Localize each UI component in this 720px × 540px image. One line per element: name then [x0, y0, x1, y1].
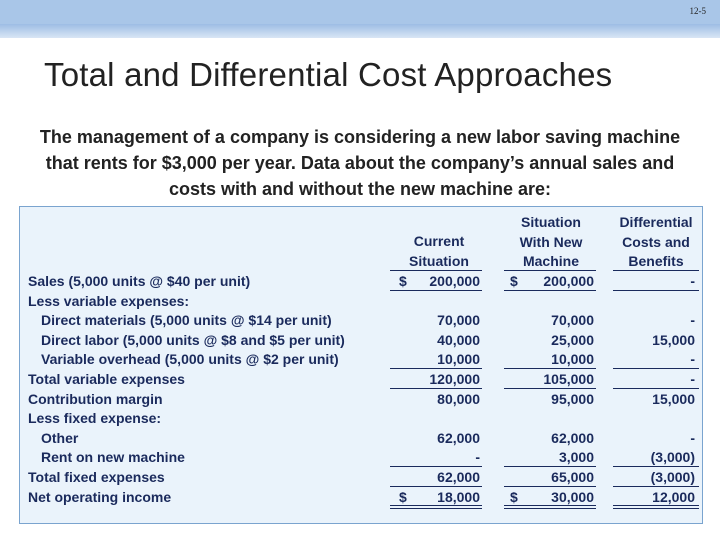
header-differential	[605, 213, 707, 272]
table-row	[20, 467, 704, 487]
header-current	[388, 232, 490, 271]
row-label: Direct labor (5,000 units @ $8 and $5 per unit)	[41, 331, 345, 348]
table-row	[20, 349, 704, 369]
differential-value: -	[690, 351, 695, 368]
new-value: 65,000	[551, 469, 594, 485]
current-dollar-sign: $	[399, 488, 407, 505]
table-row	[20, 330, 704, 350]
current-value: -	[475, 449, 480, 466]
new-dollar-sign: $	[510, 488, 518, 505]
differential-value: (3,000)	[650, 449, 695, 466]
row-label: Total fixed expenses	[28, 469, 165, 485]
header-new-line-3: Machine	[522, 253, 579, 269]
page-number: 12-5	[689, 6, 706, 16]
new-value: 10,000	[551, 351, 594, 368]
row-label: Direct materials (5,000 units @ $14 per unit)	[41, 312, 332, 329]
table-rule	[504, 466, 596, 467]
header-diff-line-1: Differential	[619, 214, 693, 230]
table-rule	[390, 466, 482, 467]
table-row	[20, 428, 704, 448]
differential-value: -	[690, 429, 695, 446]
differential-value: -	[690, 273, 695, 289]
new-value: 62,000	[551, 429, 594, 446]
table-rule	[390, 290, 482, 291]
differential-value: 15,000	[652, 331, 695, 348]
new-value: 3,000	[558, 449, 594, 466]
table-rule	[613, 388, 699, 389]
intro-paragraph: The management of a company is considering a new labor saving machine that rents for $3,000 per year. Data about the company’s annual sales and costs with and without the new machine are:	[39, 127, 681, 199]
table-row	[20, 310, 704, 330]
row-label: Total variable expenses	[28, 371, 185, 387]
table-rule	[390, 486, 482, 487]
current-value: 70,000	[437, 312, 480, 329]
new-value: 30,000	[551, 488, 594, 505]
table-rule	[613, 466, 699, 467]
current-value: 62,000	[437, 469, 480, 485]
table-rule	[504, 486, 596, 487]
new-value: 95,000	[551, 390, 594, 407]
row-label: Variable overhead (5,000 units @ $2 per unit)	[41, 351, 339, 368]
table-row	[20, 447, 704, 467]
table-row	[20, 487, 704, 507]
differential-value: (3,000)	[650, 469, 695, 485]
new-value: 70,000	[551, 312, 594, 329]
header-diff-line-3: Benefits	[628, 253, 684, 269]
current-value: 10,000	[437, 351, 480, 368]
table-rule	[504, 290, 596, 291]
row-label: Other	[41, 429, 79, 446]
table-rule	[390, 388, 482, 389]
new-value: 25,000	[551, 331, 594, 348]
current-value: 80,000	[437, 390, 480, 407]
new-value: 200,000	[543, 273, 594, 289]
table-rule	[390, 508, 482, 509]
table-row	[20, 291, 704, 311]
table-rule	[613, 290, 699, 291]
row-label: Sales (5,000 units @ $40 per unit)	[28, 273, 251, 289]
header-new-line-1: Situation	[521, 214, 581, 230]
row-label: Less fixed expense:	[28, 410, 162, 427]
table-rule	[613, 368, 699, 369]
table-rule	[504, 388, 596, 389]
table-row	[20, 271, 704, 291]
row-label: Rent on new machine	[41, 449, 185, 466]
slide-title: Total and Differential Cost Approaches	[44, 56, 613, 93]
cost-table	[19, 206, 703, 524]
table-rule	[390, 368, 482, 369]
differential-value: -	[690, 312, 695, 329]
table-rule	[504, 505, 596, 506]
table-rule	[504, 368, 596, 369]
current-value: 200,000	[429, 273, 480, 289]
banner-gradient	[0, 24, 720, 38]
current-value: 18,000	[437, 488, 480, 505]
current-value: 120,000	[429, 371, 480, 387]
table-rule	[504, 508, 596, 509]
table-rule	[613, 486, 699, 487]
row-label: Less variable expenses:	[28, 292, 190, 309]
table-row	[20, 369, 704, 389]
header-current-line-1: Current	[413, 233, 465, 249]
top-banner	[0, 0, 720, 25]
header-new-line-2: With New	[519, 233, 583, 250]
row-label: Contribution margin	[28, 390, 163, 407]
current-dollar-sign: $	[399, 273, 407, 289]
header-diff-line-2: Costs and	[622, 233, 690, 250]
differential-value: 15,000	[652, 390, 695, 407]
table-rule	[390, 505, 482, 506]
differential-value: 12,000	[652, 488, 695, 505]
new-dollar-sign: $	[510, 273, 518, 289]
current-value: 62,000	[437, 429, 480, 446]
table-row	[20, 408, 704, 428]
table-rule	[613, 505, 699, 506]
current-value: 40,000	[437, 331, 480, 348]
table-row	[20, 389, 704, 409]
header-current-line-2: Situation	[409, 252, 469, 269]
differential-value: -	[690, 371, 695, 387]
table-rule	[613, 508, 699, 509]
header-new-machine	[500, 213, 602, 272]
row-label: Net operating income	[28, 488, 172, 505]
new-value: 105,000	[543, 371, 594, 387]
